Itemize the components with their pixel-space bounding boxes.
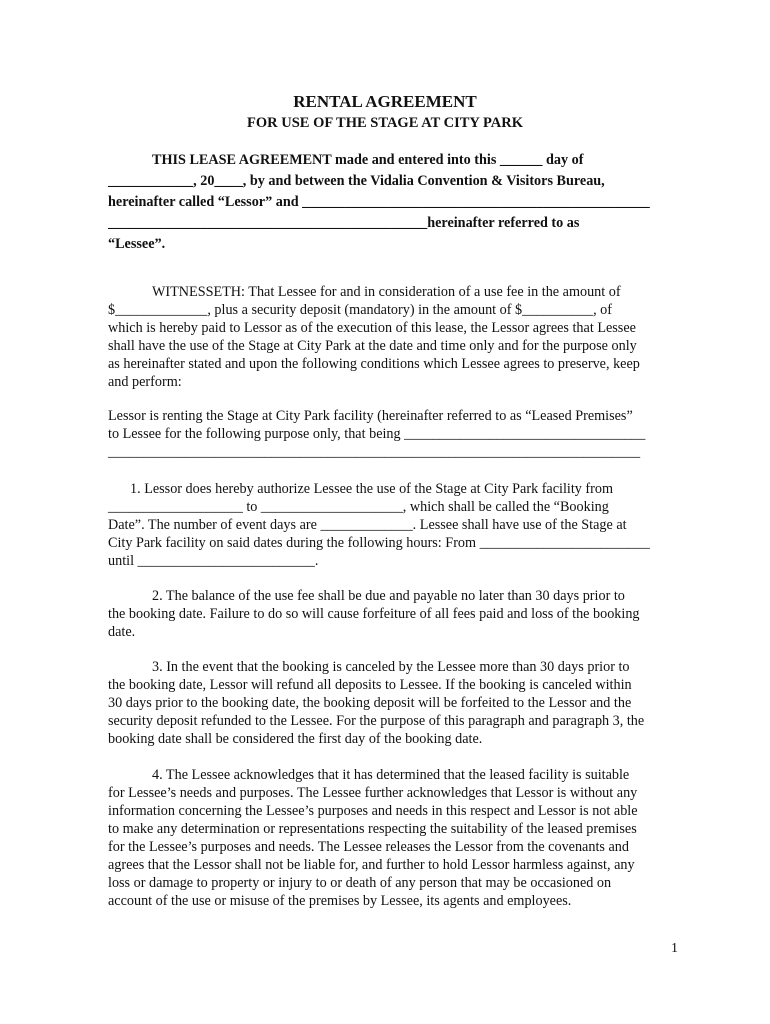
intro-line: “Lessee”. (108, 236, 166, 252)
clause-1-line: ___________________ to ____________________, which shall be called the “Booking (108, 499, 609, 515)
clause-4-line: to make any determination or representations respecting the suitability of the leased premises (108, 821, 637, 837)
intro-line: hereinafter called “Lessor” and _________________________________________________ (108, 194, 650, 210)
witnesseth-line: shall have the use of the Stage at City Park at the date and time only and for the purpose only (108, 338, 637, 354)
document-title: RENTAL AGREEMENT (293, 92, 477, 111)
clause-4-line: information concerning the Lessee’s purposes and needs in this respect and Lessor is not able (108, 803, 638, 819)
witnesseth-line: as hereinafter stated and upon the following conditions which Lessee agrees to preserve, keep (108, 356, 640, 372)
page-number: 1 (671, 941, 678, 956)
clause-1-line: 1. Lessor does hereby authorize Lessee the use of the Stage at City Park facility from (130, 481, 614, 497)
clause-1-line: City Park facility on said dates during the following hours: From ________________________ (108, 535, 650, 551)
document-subtitle: FOR USE OF THE STAGE AT CITY PARK (247, 115, 523, 131)
clause-4-line: for the Lessee’s purposes and needs. The Lessee releases the Lessor from the covenants and (108, 839, 629, 855)
clause-3-line: the booking date, Lessor will refund all deposits to Lessee. If the booking is canceled within (108, 677, 632, 693)
clause-1-line: until _________________________. (108, 553, 319, 569)
clause-4-line: loss or damage to property or injury to or death of any person that may be occasioned on (108, 875, 612, 891)
witnesseth-line: and perform: (108, 374, 182, 390)
clause-2-line: date. (108, 624, 136, 640)
purpose-line: Lessor is renting the Stage at City Park facility (hereinafter referred to as “Leased Premises” (108, 408, 633, 424)
clause-1-line: Date”. The number of event days are _____________. Lessee shall have use of the Stage at (108, 517, 627, 533)
purpose-line: ___________________________________________________________________________ (108, 444, 641, 460)
clause-3-line: 3. In the event that the booking is canceled by the Lessee more than 30 days prior to (152, 659, 630, 675)
intro-line: _____________________________________________hereinafter referred to as (108, 215, 580, 231)
clause-4-line: account of the use or misuse of the premises by Lessee, its agents and employees. (108, 893, 572, 909)
clause-3-line: security deposit refunded to the Lessee. For the purpose of this paragraph and paragraph 3, the (108, 713, 645, 729)
witnesseth-line: $_____________, plus a security deposit (mandatory) in the amount of $__________, of (108, 302, 612, 318)
clause-3-line: 30 days prior to the booking date, the booking deposit will be forfeited to the Lessor and the (108, 695, 632, 711)
clause-4-line: 4. The Lessee acknowledges that it has determined that the leased facility is suitable (152, 767, 630, 783)
clause-2-line: 2. The balance of the use fee shall be due and payable no later than 30 days prior to (152, 588, 625, 604)
clause-2-line: the booking date. Failure to do so will cause forfeiture of all fees paid and loss of the booking (108, 606, 640, 622)
purpose-line: to Lessee for the following purpose only, that being __________________________________ (108, 426, 646, 442)
intro-line: ____________, 20____, by and between the Vidalia Convention & Visitors Bureau, (108, 173, 605, 189)
intro-line: THIS LEASE AGREEMENT made and entered into this ______ day of (152, 152, 584, 168)
witnesseth-line: which is hereby paid to Lessor as of the execution of this lease, the Lessor agrees that Lessee (108, 320, 636, 336)
clause-3-line: booking date shall be considered the first day of the booking date. (108, 731, 483, 747)
witnesseth-line: WITNESSETH: That Lessee for and in consideration of a use fee in the amount of (152, 284, 621, 300)
clause-4-line: for Lessee’s needs and purposes. The Lessee further acknowledges that Lessor is without any (108, 785, 638, 801)
clause-4-line: agrees that the Lessor shall not be liable for, and further to hold Lessor harmless against, any (108, 857, 635, 873)
